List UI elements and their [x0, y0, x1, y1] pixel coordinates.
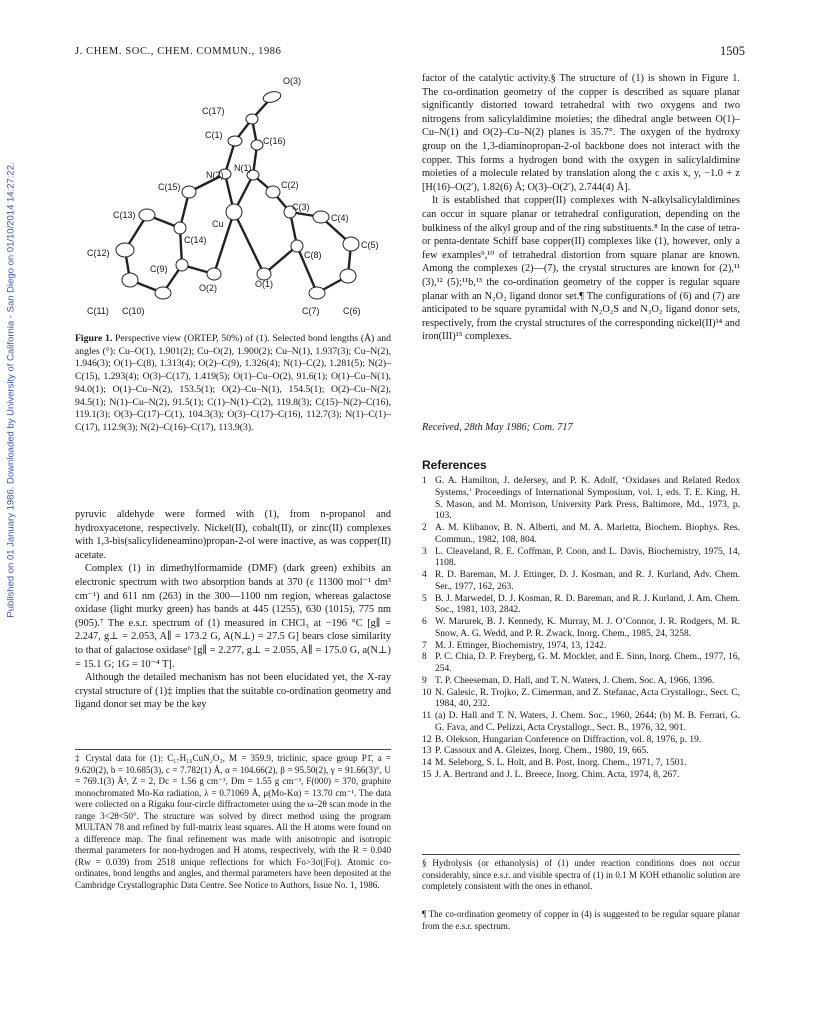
reference-number: 11: [422, 711, 432, 721]
atom-label-c6: C(6): [343, 306, 361, 316]
journal-header: J. CHEM. SOC., CHEM. COMMUN., 1986: [75, 46, 282, 57]
reference-item: [422, 523, 740, 547]
reference-text: B. J. Marwedel, D. J. Kosman, R. D. Bareman, and R. J. Kurland, J. Am. Chem. Soc., 1981, 103, 2842.: [435, 593, 740, 616]
crystal-data-text: ‡ Crystal data for (1): C₁₇H₁₆CuN₂O₃, M = 359.9, triclinic, space group P1̄, a = 9.620(2), b = 10.685(3), c = 7.782(1) Å, α = 104.66(2), β = 95.50(2), γ = 91.66(3)°, U = 769.1(3) Å³, Z = 2, Dc = 1.56 g cm⁻³, Dm = 1.55 g cm⁻³, F(000) = 370, graphite monochromated Mo-Kα radiation, λ = 0.71069 Å, μ(Mo-Kα) = 13.70 cm⁻¹. The data were collected on a Rigaku four-circle diffractometer using the ω–2θ scan mode in the range 3<2θ<50°. The structure was solved by direct method using the program MULTAN 78 and refined by full-matrix least squares. All the H atoms were found on a difference map. The final refinement was made with anisotropic and isotropic thermal parameters for non-hydrogen and H atoms, respectively, with the R = 0.040 (Rw = 0.039) from 2518 unique reflections for which Fo>3σ(|Fo|). Atomic co-ordinates, bond lengths and angles, and thermal parameters have been deposited at the Cambridge Crystallographic Data Centre. See Notice to Authors, Issue No. 1, 1986.: [75, 753, 391, 890]
atom-label-c16: C(16): [263, 136, 286, 146]
reference-item: [422, 676, 740, 688]
atom-label-c1: C(1): [205, 130, 223, 140]
received-line: Received, 28th May 1986; Com. 717: [422, 422, 573, 433]
footnote-rule-left: [75, 749, 391, 750]
reference-item: [422, 617, 740, 641]
reference-number: 6: [422, 617, 427, 627]
reference-number: 14: [422, 758, 432, 768]
reference-number: 15: [422, 769, 432, 780]
reference-number: 7: [422, 640, 427, 651]
figure-caption-label: Figure 1.: [75, 333, 113, 344]
reference-text: T. P. Cheeseman, D. Hall, and T. N. Waters, J. Chem. Soc. A, 1966, 1396.: [435, 675, 715, 686]
atom-label-c17: C(17): [202, 106, 225, 116]
left-paragraph-3: Although the detailed mechanism has not been elucidated yet, the X-ray crystal structure of (1)‡ implies that the suitable co-ordination geometry and ligand donor set may be the key: [75, 672, 391, 711]
atom-label-n1: N(1): [234, 163, 252, 173]
reference-text: A. M. Klibanov, B. N. Alberti, and M. A. Marletta, Biochem. Biophys. Res. Commun., 1982, 108, 804.: [435, 523, 740, 545]
right-paragraph-1: factor of the catalytic activity.§ The structure of (1) is shown in Figure 1. The co-ordination geometry of the copper is described as square planar significantly distorted toward tetrahedral with two oxygens and two nitrogens from salicylaldimine moieties; the dihedral angle between O(1)–Cu–N(1) and O(2)–Cu–N(2) planes is 35.7°. The oxygen of the hydroxy group on the 1,3-diaminopropan-2-ol backbone does not interact with the copper. This forms a hydrogen bond with the oxygen in salicylaldimine moieties of a molecule related by translation along the c axis x, y, −1.0 + z [H(16)–O(2′), 1.82(6) Å; O(3)–O(2′), 2.744(4) Å].: [422, 73, 740, 193]
download-watermark: [2, 140, 20, 640]
atom-label-c9: C(9): [150, 264, 168, 274]
atom-label-c5: C(5): [361, 240, 379, 250]
reference-text: P. C. Chia, D. P. Freyberg, G. M. Mockler, and E. Sinn, Inorg. Chem., 1977, 16, 254.: [435, 652, 740, 674]
atom-label-c2: C(2): [281, 180, 299, 190]
atom-label-c3: C(3): [292, 202, 310, 212]
references-heading: References: [422, 458, 487, 472]
reference-item: [422, 476, 740, 523]
atom-label-c12: C(12): [87, 248, 110, 258]
hydrolysis-footnote: [422, 858, 740, 893]
reference-text: B. Olekson, Hungarian Conference on Diffraction, vol. 8, 1976, p. 19.: [435, 734, 702, 745]
ortep-figure: [75, 62, 395, 324]
reference-text: (a) D. Hall and T. N. Waters, J. Chem. Soc., 1960, 2644; (b) M. B. Ferrari, G. G. Fava, and C. Pelizzi, Acta Crystallogr., Sect. B., 1976, 32, 901.: [435, 711, 740, 733]
reference-number: 10: [422, 687, 432, 698]
reference-item: [422, 735, 740, 747]
atom-label-n2: N(2): [206, 170, 224, 180]
reference-item: [422, 711, 740, 735]
reference-text: N. Galesic, R. Trojko, Z. Cimerman, and Z. Stefanac, Acta Crystallogr., Sect. C, 1984, 40, 232.: [435, 687, 740, 710]
reference-number: 9: [422, 675, 427, 686]
reference-item: [422, 688, 740, 712]
reference-item: [422, 570, 740, 594]
atom-label-c13: C(13): [113, 210, 136, 220]
atom-label-cu: Cu: [212, 219, 224, 229]
reference-number: 2: [422, 523, 427, 533]
references-list: [422, 476, 740, 782]
reference-text: P. Cassoux and A. Gleizes, Inorg. Chem., 1980, 19, 665.: [435, 746, 649, 757]
footnote-rule-right: [422, 854, 740, 855]
left-paragraph-1: pyruvic aldehyde were formed with (1), from n-propanol and hydroxyacetone, respectively. Nickel(II), cobalt(II), or zinc(II) complexes with 1,3-bis(salicylideneamino)propan-2-ol were inactive, as was copper(II) acetate.: [75, 509, 391, 561]
atom-label-o2: O(2): [199, 283, 217, 293]
coordination-text: ¶ The co-ordination geometry of copper in (4) is suggested to be regular square planar from the e.s.r. spectrum.: [422, 909, 740, 931]
reference-item: [422, 594, 740, 618]
reference-text: W. Marurek, B. J. Kennedy, K. Murray, M. J. O’Connor, J. R. Rodgers, M. R. Snow, A. G. Wedd, and P. R. Zwack, Inorg. Chem., 1985, 24, 3258.: [435, 617, 740, 639]
figure-caption-text: Perspective view (ORTEP, 50%) of (1). Selected bond lengths (Å) and angles (°): Cu–O(1), 1.901(2); Cu–O(2), 1.900(2); Cu–N(1), 1.937(3); Cu–N(2), 1.946(3); O(1)–C(8), 1.313(4); O(2)–C(9), 1.326(4); N(1)–C(2), 1.281(5); N(2)–C(15), 1.293(4); O(3)–C(17), 1.419(5); O(1)–Cu–O(2), 91.6(1); O(1)–Cu–N(1), 94.0(1); O(1)–Cu–N(2), 153.5(1); O(2)–Cu–N(1), 154.5(1); O(2)–Cu–N(2), 94.5(1); N(1)–Cu–N(2), 91.5(1); C(1)–N(1)–C(2), 119.8(3); C(15)–N(2)–C(16), 119.1(3); O(3)–C(17)–C(1), 104.3(3); O(3)–C(17)–C(16), 112.7(3); N(1)–C(1)–C(17), 112.9(3); N(2)–C(16)–C(17), 113.9(3).: [75, 333, 391, 433]
atom-label-o3: O(3): [283, 76, 301, 86]
reference-number: 12: [422, 734, 432, 745]
right-paragraph-2: It is established that copper(II) complexes with N-alkylsalicylaldimines can occur in square planar or tetrahedral configuration, depending on the bulkiness of the alkyl group and of the ring substituents.⁸ In the case of tetra- or penta-dentate Schiff base copper(II) complexes like (1), however, only a few examples⁹,¹⁰ of tetrahedral distortion from square planar are known. Among the complexes (2)—(7), the crystal structures are known for (2),¹¹ (3),¹² (5);¹¹b,¹³ the co-ordination geometry of the copper is regular square planar with an N₂O₂ ligand donor set.¶ The configurations of (6) and (7) are anticipated to be square pyramidal with N₂O₂S and N₃O₂ ligand donor sets, respectively, from the crystal structures of the corresponding nickel(II)¹⁴ and iron(III)¹⁵ complexes.: [422, 195, 740, 343]
atom-label-o1: O(1): [255, 279, 273, 289]
reference-item: [422, 547, 740, 571]
reference-item: [422, 746, 740, 758]
reference-number: 1: [422, 476, 427, 486]
atom-label-c7: C(7): [302, 306, 320, 316]
atom-label-c14: C(14): [184, 235, 207, 245]
crystal-data-footnote: [75, 753, 391, 891]
reference-number: 8: [422, 652, 427, 663]
atom-label-c11: C(11): [87, 306, 109, 316]
watermark-text: Published on 01 January 1986. Downloaded by University of California - San Diego on 01/10/2014 14:27:22.: [5, 162, 17, 618]
atom-label-c10: C(10): [122, 306, 145, 316]
reference-text: R. D. Bareman, M. J. Ettinger, D. J. Kosman, and R. J. Kurland, Adv. Chem. Ser., 1977, 162, 263.: [435, 570, 740, 592]
reference-text: L. Cleaveland, R. E. Coffman, P. Coon, and L. Davis, Biochemistry, 1975, 14, 1108.: [435, 546, 740, 569]
reference-number: 5: [422, 593, 427, 604]
reference-number: 3: [422, 546, 427, 557]
left-column-body: [75, 508, 391, 712]
left-paragraph-2: Complex (1) in dimethylformamide (DMF) (dark green) exhibits an electronic spectrum with two absorption bands at 370 (ε 11300 mol⁻¹ dm³ cm⁻¹) and 611 nm (263) in the 300—1100 nm region, whereas galactose oxidase (light murky green) has bands at 445 (1255), 630 (1015), 775 nm (905).⁷ The e.s.r. spectrum of (1) measured in CHCl₃ at −196 °C [g∥ = 2.247, g⊥ = 2.053, A∥ = 173.2 G, A(N⊥) = 27.5 G] bears close similarity to that of galactose oxidase⁶ [g∥ = 2.277, g⊥ = 2.055, A∥ = 175.0 G, a(N⊥) = 15.1 G; 1G = 10⁻⁴ T].: [75, 563, 391, 670]
reference-item: [422, 770, 740, 782]
reference-text: M. Seleborg, S. L. Holt, and B. Post, Inorg. Chem., 1971, 7, 1501.: [435, 758, 687, 768]
right-column-body: [422, 72, 740, 344]
reference-text: M. J. Ettinger, Biochemistry, 1974, 13, 1242.: [435, 640, 607, 651]
reference-item: [422, 758, 740, 770]
reference-item: [422, 641, 740, 653]
reference-text: J. A. Bertrand and J. L. Breece, Inorg. Chim. Acta, 1974, 8, 267.: [435, 769, 680, 780]
atom-label-c4: C(4): [331, 213, 349, 223]
hydrolysis-text: § Hydrolysis (or ethanolysis) of (1) under reaction conditions does not occur considerably, since e.s.r. and visible spectra of (1) in 0.1 M KOH ethanolic solution are completely consistent with the ones in ethanol.: [422, 858, 740, 891]
atom-label-c8: C(8): [304, 250, 322, 260]
reference-text: G. A. Hamilton, J. deJersey, and P. K. Adolf, ‘Oxidases and Related Redox Systems,’ Proceedings of International Symposium, vol. 1, eds. T. E. King, H. S. Mason, and M. Morrison, University Park Press, Baltimore, Md., 1973, p. 103.: [435, 476, 740, 522]
coordination-footnote: [422, 909, 740, 932]
reference-number: 4: [422, 570, 427, 580]
reference-number: 13: [422, 746, 432, 757]
figure-caption: [75, 333, 391, 435]
atom-label-c15: C(15): [158, 182, 181, 192]
reference-item: [422, 652, 740, 676]
page-number: 1505: [720, 44, 745, 58]
